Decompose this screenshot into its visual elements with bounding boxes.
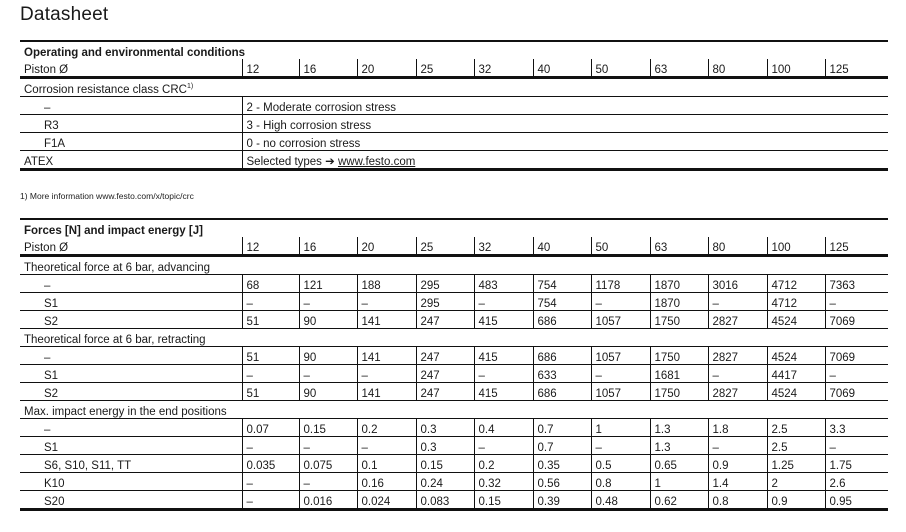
data-cell: – — [474, 293, 533, 311]
data-cell: – — [299, 365, 357, 383]
data-cell: 754 — [533, 275, 591, 293]
piston-label: Piston Ø — [20, 59, 242, 78]
data-cell: 686 — [533, 383, 591, 401]
data-cell: 1750 — [650, 311, 708, 329]
data-cell: – — [299, 437, 357, 455]
crc-row-label: R3 — [20, 115, 242, 133]
data-cell: 1057 — [591, 383, 650, 401]
piston-size: 16 — [299, 237, 357, 256]
data-cell: 90 — [299, 347, 357, 365]
data-cell: – — [357, 365, 416, 383]
data-cell: 141 — [357, 347, 416, 365]
group-label: Theoretical force at 6 bar, retracting — [20, 329, 888, 347]
data-cell: 1.8 — [708, 419, 767, 437]
data-cell: 0.2 — [357, 419, 416, 437]
data-cell: – — [242, 491, 299, 510]
section-title: Operating and environmental conditions — [24, 46, 246, 59]
crc-row-label: F1A — [20, 133, 242, 151]
data-cell: 4524 — [767, 383, 825, 401]
data-row — [20, 437, 888, 455]
data-cell: 0.39 — [533, 491, 591, 510]
data-cell: – — [708, 437, 767, 455]
piston-size: 12 — [242, 59, 299, 78]
data-cell: 0.4 — [474, 419, 533, 437]
data-cell: 141 — [357, 311, 416, 329]
row-label: S20 — [44, 495, 65, 508]
piston-size: 63 — [650, 237, 708, 256]
data-cell: 686 — [533, 311, 591, 329]
piston-size: 125 — [825, 237, 888, 256]
data-cell: 51 — [242, 347, 299, 365]
row-label: – — [20, 419, 242, 437]
data-cell: 1 — [591, 419, 650, 437]
data-cell: 1057 — [591, 311, 650, 329]
data-cell: 90 — [299, 383, 357, 401]
data-cell: 51 — [242, 311, 299, 329]
data-cell: 0.8 — [591, 473, 650, 491]
data-cell: 1870 — [650, 293, 708, 311]
data-cell: 0.24 — [416, 473, 474, 491]
data-cell: – — [825, 365, 888, 383]
data-cell: 1.75 — [825, 455, 888, 473]
data-cell: 4524 — [767, 347, 825, 365]
piston-size: 32 — [474, 237, 533, 256]
data-cell: 0.075 — [299, 455, 357, 473]
data-cell: 1 — [650, 473, 708, 491]
data-cell: 2827 — [708, 383, 767, 401]
atex-label: ATEX — [24, 155, 54, 168]
data-cell: 4712 — [767, 293, 825, 311]
data-cell: 0.1 — [357, 455, 416, 473]
data-cell: 1178 — [591, 275, 650, 293]
footnote: 1) More information www.festo.com/x/topic/crc — [20, 191, 194, 201]
piston-size: 80 — [708, 237, 767, 256]
data-cell: 90 — [299, 311, 357, 329]
row-label: S6, S10, S11, TT — [20, 455, 242, 473]
row-label: K10 — [20, 473, 242, 491]
data-cell: 0.16 — [357, 473, 416, 491]
group-header-row — [20, 256, 888, 275]
data-cell: 0.62 — [650, 491, 708, 510]
data-cell: 0.5 — [591, 455, 650, 473]
data-cell: 141 — [357, 383, 416, 401]
data-cell: 1681 — [650, 365, 708, 383]
group-header-row — [20, 401, 888, 419]
data-cell: 0.95 — [825, 491, 888, 510]
data-row — [20, 311, 888, 329]
atex-row — [20, 151, 888, 170]
data-cell: 0.56 — [533, 473, 591, 491]
data-cell: – — [591, 293, 650, 311]
data-cell: 0.07 — [242, 419, 299, 437]
data-cell: 0.15 — [416, 455, 474, 473]
data-cell: – — [299, 293, 357, 311]
data-cell: – — [825, 437, 888, 455]
data-cell: 7069 — [825, 347, 888, 365]
page-title: Datasheet — [20, 4, 109, 25]
row-label: S1 — [20, 437, 242, 455]
piston-header-row — [20, 237, 888, 256]
group-label: Theoretical force at 6 bar, advancing — [20, 256, 888, 275]
crc-row-value: 2 - Moderate corrosion stress — [242, 97, 888, 115]
data-row — [20, 365, 888, 383]
group-header-row — [20, 329, 888, 347]
data-cell: 2827 — [708, 347, 767, 365]
data-cell: – — [708, 293, 767, 311]
row-label: S2 — [20, 383, 242, 401]
data-cell: 686 — [533, 347, 591, 365]
data-row — [20, 275, 888, 293]
piston-header-row — [20, 59, 888, 78]
data-cell: – — [242, 473, 299, 491]
piston-size: 50 — [591, 59, 650, 78]
crc-row-value: 0 - no corrosion stress — [242, 133, 888, 151]
group-label: Max. impact energy in the end positions — [20, 401, 888, 419]
data-cell: 0.15 — [299, 419, 357, 437]
piston-size: 40 — [533, 237, 591, 256]
data-cell: – — [591, 365, 650, 383]
festo-link[interactable]: www.festo.com — [337, 155, 416, 168]
data-cell: – — [825, 293, 888, 311]
data-cell: 0.3 — [416, 437, 474, 455]
piston-size: 20 — [357, 237, 416, 256]
data-cell: – — [242, 293, 299, 311]
piston-size: 20 — [357, 59, 416, 78]
row-label: – — [20, 347, 242, 365]
data-cell: 7069 — [825, 383, 888, 401]
crc-row — [20, 115, 888, 133]
data-cell: – — [357, 437, 416, 455]
data-row — [20, 491, 888, 510]
data-row — [20, 383, 888, 401]
data-cell: – — [242, 365, 299, 383]
data-cell: 1.25 — [767, 455, 825, 473]
piston-size: 80 — [708, 59, 767, 78]
data-cell: 4417 — [767, 365, 825, 383]
data-cell: – — [708, 365, 767, 383]
data-cell: 247 — [416, 347, 474, 365]
data-cell: 0.7 — [533, 419, 591, 437]
piston-size: 12 — [242, 237, 299, 256]
data-cell: 0.8 — [708, 491, 767, 510]
forces-table — [20, 218, 888, 511]
crc-label: Corrosion resistance class CRC$^{1)}$ — [20, 78, 888, 97]
data-cell: 0.035 — [242, 455, 299, 473]
row-label: S1 — [20, 293, 242, 311]
data-cell: 415 — [474, 311, 533, 329]
data-cell: 1750 — [650, 383, 708, 401]
data-cell: 633 — [533, 365, 591, 383]
data-cell: 1750 — [650, 347, 708, 365]
data-cell: 0.15 — [474, 491, 533, 510]
data-cell: 0.48 — [591, 491, 650, 510]
data-cell: 754 — [533, 293, 591, 311]
row-label: S1 — [20, 365, 242, 383]
data-cell: 51 — [242, 383, 299, 401]
data-cell: 1870 — [650, 275, 708, 293]
atex-value: Selected types ➔ www.festo.com — [242, 151, 888, 170]
data-cell: 1.3 — [650, 437, 708, 455]
crc-row-label: – — [20, 97, 242, 115]
data-cell: 2.5 — [767, 419, 825, 437]
data-cell: 3.3 — [825, 419, 888, 437]
data-cell: 1057 — [591, 347, 650, 365]
data-cell: 2827 — [708, 311, 767, 329]
data-cell: – — [242, 437, 299, 455]
data-cell: 295 — [416, 275, 474, 293]
piston-label: Piston Ø — [20, 237, 242, 256]
data-cell: 3016 — [708, 275, 767, 293]
data-cell: 0.2 — [474, 455, 533, 473]
data-row — [20, 455, 888, 473]
data-cell: 2.6 — [825, 473, 888, 491]
operating-conditions-table — [20, 40, 888, 171]
data-cell: 4524 — [767, 311, 825, 329]
data-cell: 483 — [474, 275, 533, 293]
crc-row — [20, 133, 888, 151]
data-cell: 1.4 — [708, 473, 767, 491]
data-cell: 247 — [416, 365, 474, 383]
data-cell: 0.9 — [767, 491, 825, 510]
piston-size: 40 — [533, 59, 591, 78]
data-cell: 415 — [474, 347, 533, 365]
piston-size: 63 — [650, 59, 708, 78]
data-cell: – — [474, 437, 533, 455]
data-cell: 0.024 — [357, 491, 416, 510]
data-row — [20, 473, 888, 491]
section-title: Forces [N] and impact energy [J] — [24, 224, 203, 237]
piston-size: 32 — [474, 59, 533, 78]
data-cell: 4712 — [767, 275, 825, 293]
piston-size: 16 — [299, 59, 357, 78]
data-row — [20, 293, 888, 311]
data-cell: – — [474, 365, 533, 383]
data-cell: 7069 — [825, 311, 888, 329]
data-cell: – — [591, 437, 650, 455]
data-cell: 0.9 — [708, 455, 767, 473]
data-cell: 0.083 — [416, 491, 474, 510]
data-cell: 415 — [474, 383, 533, 401]
piston-size: 125 — [825, 59, 888, 78]
row-label: S2 — [20, 311, 242, 329]
data-cell: 295 — [416, 293, 474, 311]
piston-size: 25 — [416, 59, 474, 78]
data-cell: 2 — [767, 473, 825, 491]
piston-size: 100 — [767, 237, 825, 256]
piston-size: 25 — [416, 237, 474, 256]
data-row — [20, 347, 888, 365]
crc-row-value: 3 - High corrosion stress — [242, 115, 888, 133]
data-cell: – — [299, 473, 357, 491]
data-cell: 0.7 — [533, 437, 591, 455]
data-cell: 0.32 — [474, 473, 533, 491]
row-label: – — [20, 275, 242, 293]
data-cell: 188 — [357, 275, 416, 293]
data-cell: 2.5 — [767, 437, 825, 455]
data-cell: 68 — [242, 275, 299, 293]
data-cell: 0.016 — [299, 491, 357, 510]
data-cell: 247 — [416, 311, 474, 329]
data-cell: 0.65 — [650, 455, 708, 473]
crc-row — [20, 97, 888, 115]
data-row — [20, 419, 888, 437]
data-cell: 7363 — [825, 275, 888, 293]
data-cell: 247 — [416, 383, 474, 401]
data-cell: 121 — [299, 275, 357, 293]
crc-header-row — [20, 78, 888, 97]
data-cell: – — [357, 293, 416, 311]
data-cell: 1.3 — [650, 419, 708, 437]
piston-size: 100 — [767, 59, 825, 78]
data-cell: 0.35 — [533, 455, 591, 473]
piston-size: 50 — [591, 237, 650, 256]
data-cell: 0.3 — [416, 419, 474, 437]
